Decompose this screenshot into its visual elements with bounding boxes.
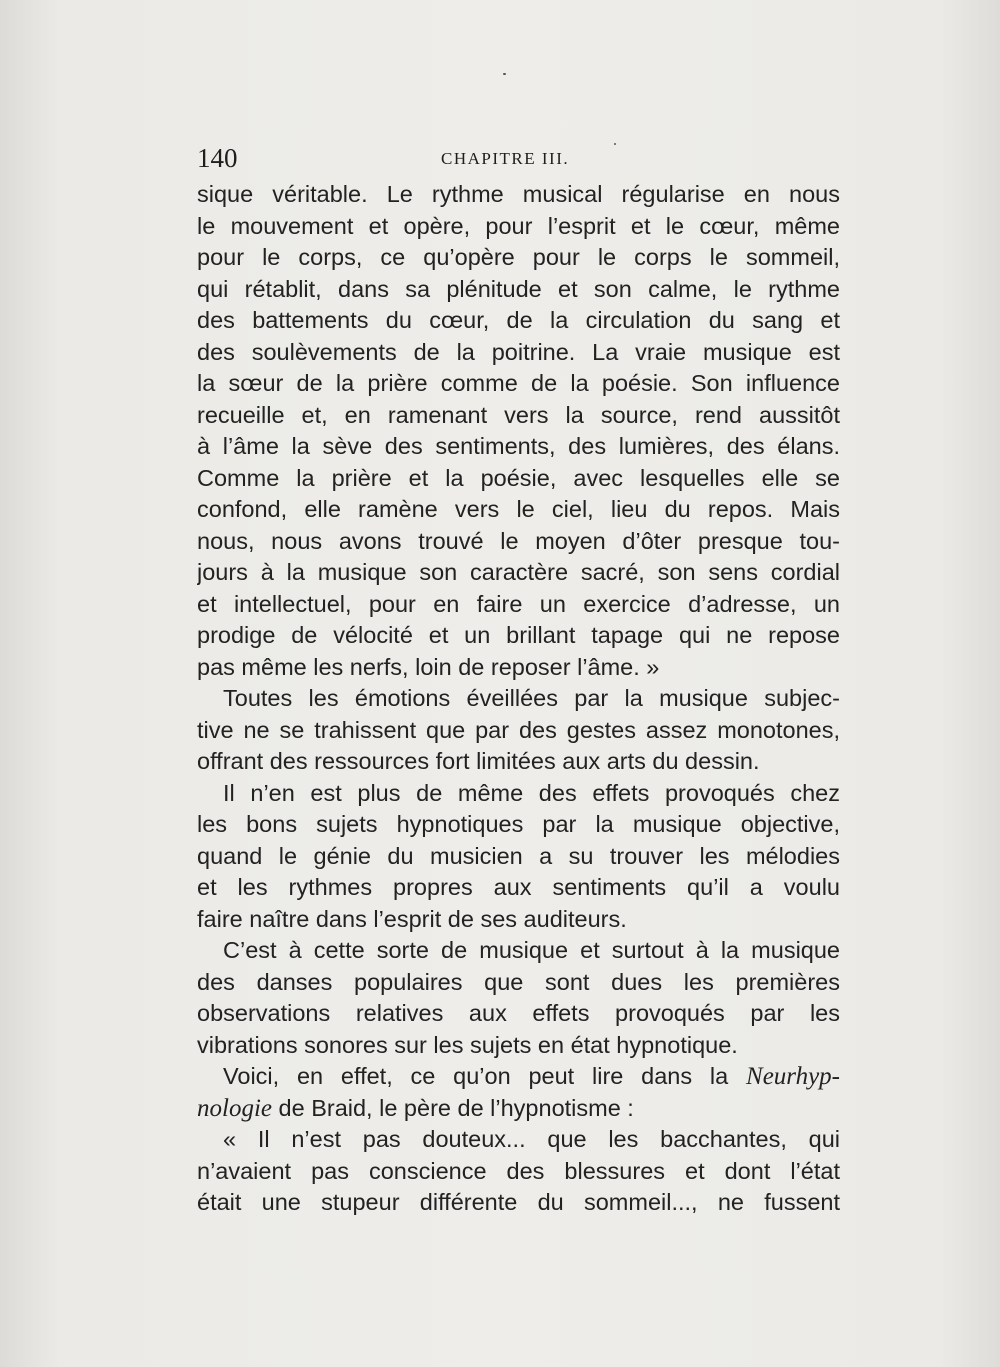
text-line: le mouvement et opère, pour l’esprit et le cœur, même bbox=[197, 212, 840, 239]
text-line: des battements du cœur, de la circulation du sang et bbox=[197, 307, 840, 333]
text-line: observations relatives aux effets provoqués par les bbox=[197, 1000, 840, 1026]
text-line: vibrations sonores sur les sujets en état hypnotique. bbox=[197, 1031, 738, 1058]
text-line: offrant des ressources fort limitées aux arts du dessin. bbox=[197, 748, 760, 774]
text-run: de Braid, le père de l’hypnotisme : bbox=[272, 1094, 634, 1121]
page-header bbox=[197, 143, 842, 173]
text-line bbox=[197, 1093, 840, 1125]
text-line: et intellectuel, pour en faire un exercice d’adresse, un bbox=[197, 590, 840, 617]
text-line: sique véritable. Le rythme musical régularise en nous bbox=[197, 181, 840, 207]
text-line: recueille et, en ramenant vers la source, rend aussitôt bbox=[197, 401, 840, 428]
text-line: Comme la prière et la poésie, avec lesquelles elle se bbox=[197, 464, 840, 491]
text-line: à l’âme la sève des sentiments, des lumières, des élans. bbox=[197, 433, 840, 459]
paragraph-first-line bbox=[197, 1061, 840, 1093]
body-text bbox=[197, 179, 840, 1219]
running-head: CHAPITRE III. bbox=[441, 149, 570, 168]
text-line: les bons sujets hypnotiques par la musique objective, bbox=[197, 811, 840, 837]
text-line: prodige de vélocité et un brillant tapage qui ne repose bbox=[197, 622, 840, 648]
text-line: des danses populaires que sont dues les premières bbox=[197, 968, 840, 995]
text-run: Voici, en effet, ce qu’on peut lire dans la bbox=[223, 1063, 747, 1089]
text-line: n’avaient pas conscience des blessures et dont l’état bbox=[197, 1157, 840, 1184]
text-line: pas même les nerfs, loin de reposer l’âme. » bbox=[197, 653, 660, 680]
text-line: pour le corps, ce qu’opère pour le corps le sommeil, bbox=[197, 244, 840, 270]
page-number: 140 bbox=[197, 143, 238, 173]
text-line: était une stupeur différente du sommeil..., ne fussent bbox=[197, 1189, 840, 1215]
text-line: quand le génie du musicien a su trouver les mélodies bbox=[197, 842, 840, 869]
text-line: qui rétablit, dans sa plénitude et son calme, le rythme bbox=[197, 275, 840, 302]
text-line: faire naître dans l’esprit de ses auditeurs. bbox=[197, 905, 627, 932]
ink-speck bbox=[503, 73, 506, 75]
quote-first-line: « Il n’est pas douteux... que les bacchantes, qui bbox=[223, 1126, 840, 1152]
text-line: nous, nous avons trouvé le moyen d’ôter presque tou- bbox=[197, 527, 840, 554]
book-title-italic: Neurhyp- bbox=[746, 1063, 840, 1090]
text-line: tive ne se trahissent que par des gestes assez monotones, bbox=[197, 716, 840, 743]
text-line: des soulèvements de la poitrine. La vraie musique est bbox=[197, 338, 840, 365]
text-line: jours à la musique son caractère sacré, son sens cordial bbox=[197, 559, 840, 585]
paragraph-first-line: Il n’en est plus de même des effets provoqués chez bbox=[223, 779, 840, 806]
text-line: et les rythmes propres aux sentiments qu’il a voulu bbox=[197, 874, 840, 900]
book-title-italic: nologie bbox=[197, 1094, 272, 1122]
paragraph-first-line: Toutes les émotions éveillées par la musique subjec- bbox=[223, 685, 840, 711]
text-line: la sœur de la prière comme de la poésie. Son influence bbox=[197, 370, 840, 396]
paragraph-first-line: C’est à cette sorte de musique et surtout à la musique bbox=[223, 937, 840, 963]
text-line: confond, elle ramène vers le ciel, lieu du repos. Mais bbox=[197, 496, 840, 522]
